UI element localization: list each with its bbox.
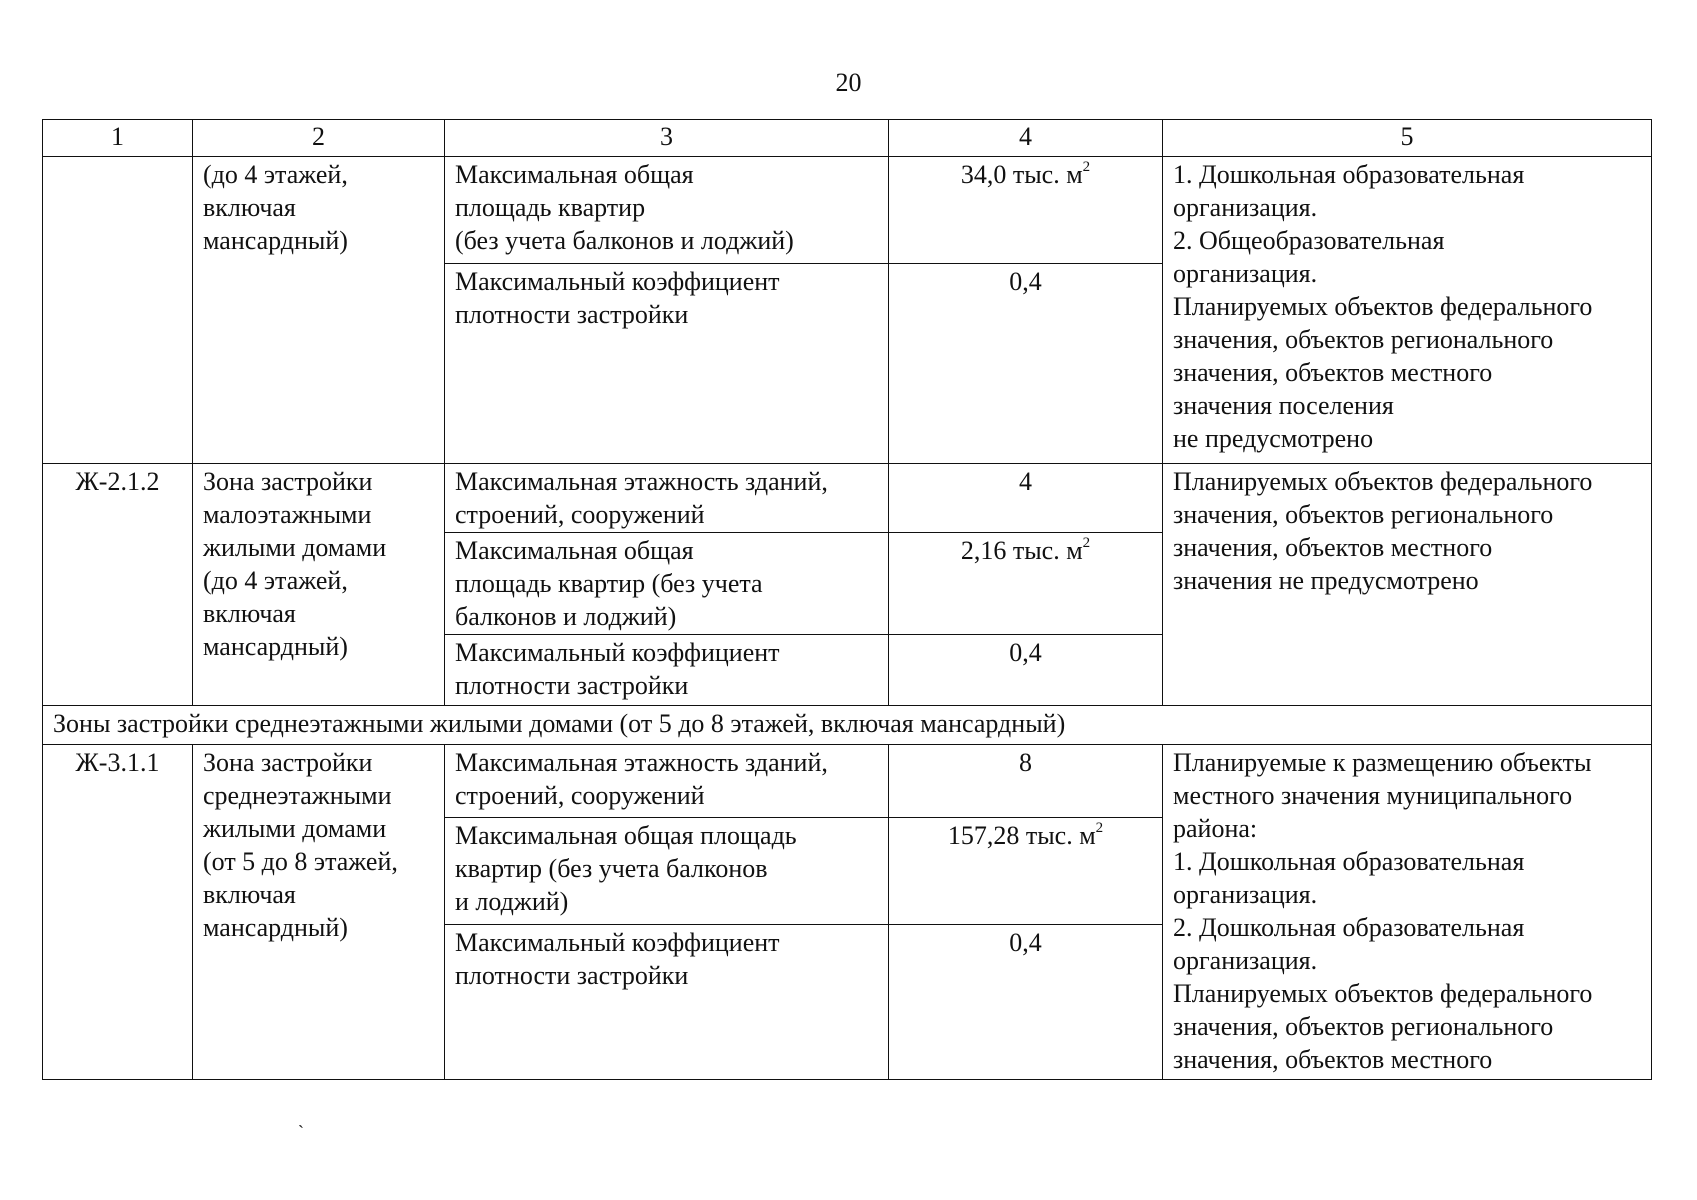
parameter-value-text: 4 <box>1019 467 1032 496</box>
parameter-value-text: 157,28 тыс. м <box>947 821 1096 850</box>
planned-objects-cell: Планируемых объектов федерального значения, объектов регионального значения, объектов местного значения не предусмотрено <box>1163 464 1652 706</box>
parameter-value-text: 34,0 тыс. м <box>960 160 1083 189</box>
parameter-value-cell <box>889 635 1163 706</box>
parameter-name-cell: Максимальная этажность зданий, строений, сооружений <box>445 464 889 533</box>
parameter-value-cell <box>889 533 1163 635</box>
parameter-value-cell <box>889 264 1163 464</box>
zone-name-cell: Зона застройки среднеэтажными жилыми домами (от 5 до 8 этажей, включая мансардный) <box>193 745 445 1080</box>
unit-superscript: 2 <box>1095 820 1104 837</box>
table-row <box>43 745 1652 818</box>
unit-superscript: 2 <box>1082 535 1091 552</box>
parameter-name-cell: Максимальный коэффициент плотности застройки <box>445 264 889 464</box>
planned-objects-cell: Планируемые к размещению объекты местного значения муниципального района: 1. Дошкольная образовательная организация. 2. Дошкольная образовательная организация. Планируемых объектов федерального значения, объектов регионального значения, объектов местного <box>1163 745 1652 1080</box>
parameter-name-cell: Максимальная общая площадь квартир (без учета балконов и лоджий) <box>445 157 889 264</box>
table-row <box>43 157 1652 264</box>
parameter-value-text: 8 <box>1019 748 1032 777</box>
parameter-name-cell: Максимальный коэффициент плотности застройки <box>445 925 889 1080</box>
table-row <box>43 464 1652 533</box>
section-row <box>43 706 1652 745</box>
zone-name-cell: Зона застройки малоэтажными жилыми домами (до 4 этажей, включая мансардный) <box>193 464 445 706</box>
parameter-name-cell: Максимальная этажность зданий, строений, сооружений <box>445 745 889 818</box>
zone-code-cell <box>43 157 193 464</box>
zoning-parameters-table <box>42 119 1652 1080</box>
page-number: 20 <box>835 68 862 97</box>
parameter-value-text: 2,16 тыс. м <box>960 536 1083 565</box>
parameter-value-cell <box>889 464 1163 533</box>
parameter-value-text: 0,4 <box>1009 638 1042 667</box>
column-header-5: 5 <box>1163 120 1652 157</box>
parameter-value-cell <box>889 818 1163 925</box>
zone-code-cell: Ж-2.1.2 <box>43 464 193 706</box>
parameter-name-cell: Максимальный коэффициент плотности застройки <box>445 635 889 706</box>
column-header-1: 1 <box>43 120 193 157</box>
column-header-2: 2 <box>193 120 445 157</box>
column-header-3: 3 <box>445 120 889 157</box>
parameter-value-cell <box>889 745 1163 818</box>
parameter-value-text: 0,4 <box>1009 928 1042 957</box>
section-title: Зоны застройки среднеэтажными жилыми домами (от 5 до 8 этажей, включая мансардный) <box>43 706 1652 745</box>
stray-mark: ˏ <box>298 1108 304 1128</box>
parameter-value-cell <box>889 925 1163 1080</box>
unit-superscript: 2 <box>1082 159 1091 176</box>
planned-objects-cell: 1. Дошкольная образовательная организация. 2. Общеобразовательная организация. Планируемых объектов федерального значения, объектов регионального значения, объектов местного значения поселения не предусмотрено <box>1163 157 1652 464</box>
parameter-name-cell: Максимальная общая площадь квартир (без учета балконов и лоджий) <box>445 818 889 925</box>
parameter-name-cell: Максимальная общая площадь квартир (без учета балконов и лоджий) <box>445 533 889 635</box>
parameter-value-cell <box>889 157 1163 264</box>
table-header-row <box>43 120 1652 157</box>
parameter-value-text: 0,4 <box>1009 267 1042 296</box>
zone-name-cell: (до 4 этажей, включая мансардный) <box>193 157 445 464</box>
zone-code-cell: Ж-3.1.1 <box>43 745 193 1080</box>
column-header-4: 4 <box>889 120 1163 157</box>
